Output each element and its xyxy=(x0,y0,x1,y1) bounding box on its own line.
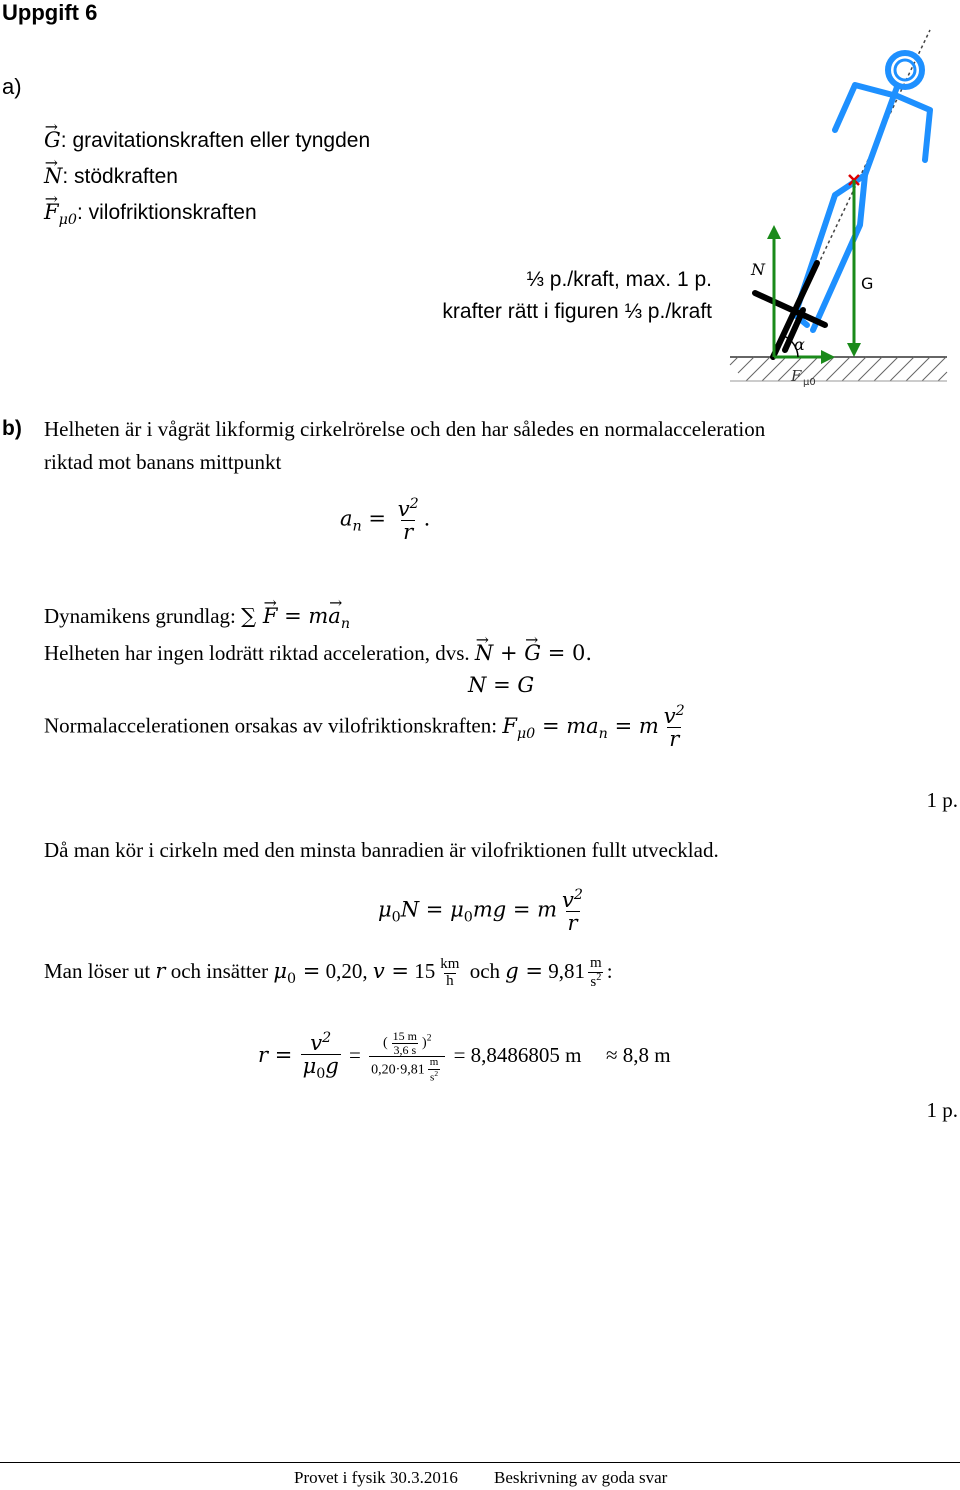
force-N-line xyxy=(44,164,178,189)
equation-friction-full: $\mu_0N = \mu_0mg = m$ $\frac{v^2}{r}$ xyxy=(378,887,583,936)
solve-g-value: 9,81 xyxy=(548,959,586,984)
skate xyxy=(755,263,825,357)
approx-value: ≈ 8,8 m xyxy=(606,1042,671,1067)
label-N: N xyxy=(751,260,765,279)
force-G-symbol: → G xyxy=(44,128,61,152)
solve-g: g = xyxy=(505,959,544,984)
solve-v: v = xyxy=(372,959,410,984)
score-b-1: 1 p. xyxy=(926,788,958,812)
vertical-line xyxy=(44,641,592,666)
force-N-symbol: → N xyxy=(44,164,62,188)
v-unit-num: km xyxy=(440,956,460,972)
min-radius-text: Då man kör i cirkeln med den minsta banradien är vilofriktionen fullt utvecklad. xyxy=(44,838,719,862)
final-calculation: r = $\frac{v^2}{\mu_0g}$ = ( $\frac{15 m}{3,6 s}$ )$^2$ 0,20·9,81 $\frac{m}{s^2}$ = 8,8486805 m ≈ 8,8 m xyxy=(258,1029,671,1084)
force-G-text: : gravitationskraften eller tyngden xyxy=(60,129,371,152)
normal-force-arrow xyxy=(767,225,781,357)
footer-rule xyxy=(0,1462,960,1463)
normal-accel-text: Normalaccelerationen orsakas av vilofriktionskraften: xyxy=(44,713,498,738)
dynamics-equation: ∑ → $F = m\to a_n$ xyxy=(241,604,350,628)
solve-mu-value: 0,20, xyxy=(325,959,368,984)
dynamics-line xyxy=(44,604,350,632)
solve-v-value: 15 xyxy=(414,959,436,984)
force-F-line xyxy=(44,200,257,228)
task-heading: Uppgift 6 xyxy=(2,0,98,25)
part-a-label: a) xyxy=(2,74,22,99)
part-b-label: b) xyxy=(2,417,22,440)
force-F-text: : vilofriktionskraften xyxy=(76,201,257,224)
label-G: G xyxy=(861,274,874,293)
part-a-score-1: ⅓ p./kraft, max. 1 p. xyxy=(526,268,712,291)
footer-right: Beskrivning av goda svar xyxy=(494,1468,668,1487)
part-b-text-2: riktad mot banans mittpunkt xyxy=(44,450,282,474)
label-alpha: α xyxy=(794,335,805,354)
result-value: = 8,8486805 m xyxy=(453,1042,582,1067)
label-F-sub: μ0 xyxy=(803,377,816,388)
equation-N-eq-G: N = G xyxy=(468,673,535,697)
force-N-text: : stödkraften xyxy=(62,165,178,188)
label-F: F xyxy=(791,367,802,385)
v-unit-den: h xyxy=(446,972,454,989)
ground-hatching xyxy=(730,357,947,381)
part-b-text-1: Helheten är i vågrät likformig cirkelrörelse och den har således en normalacceleration xyxy=(44,417,766,441)
force-F-symbol: → F xyxy=(44,200,59,224)
g-unit-den: $s^2$ xyxy=(590,971,602,990)
force-G-line xyxy=(44,128,370,153)
solve-text-2: och insätter xyxy=(170,959,269,984)
normal-accel-line xyxy=(44,704,690,750)
vertical-text: Helheten har ingen lodrätt riktad acceleration, dvs. xyxy=(44,641,470,665)
solve-text-1: Man löser ut xyxy=(44,959,151,984)
solve-var: r xyxy=(155,959,166,984)
dynamics-label: Dynamikens grundlag: xyxy=(44,604,236,628)
normal-accel-equation: $F_{\mu 0} = ma_n = m$ $\frac{v^2}{r}$ xyxy=(502,703,685,752)
solve-och: och xyxy=(469,959,501,984)
part-a-score-2: krafter rätt i figuren ⅓ p./kraft xyxy=(442,300,712,323)
solve-mu: $\mu_0$ = xyxy=(273,959,321,988)
skater-figure xyxy=(725,25,950,390)
g-unit-num: m xyxy=(590,955,602,971)
score-b-2: 1 p. xyxy=(926,1098,958,1122)
equation-an: $a_n$ = $\frac{v^2}{r}$ . xyxy=(340,496,431,545)
force-F-subscript: μ0 xyxy=(58,212,77,229)
footer-left: Provet i fysik 30.3.2016 xyxy=(294,1468,458,1487)
solve-line: Man löser ut r och insätter $\mu_0 = 0,20$, v = 15 $\frac{km}{h}$ och g = 9,81 $\frac{m}{s^2}$ : xyxy=(44,955,613,990)
vertical-equation: → N + → G = 0. xyxy=(475,641,592,665)
